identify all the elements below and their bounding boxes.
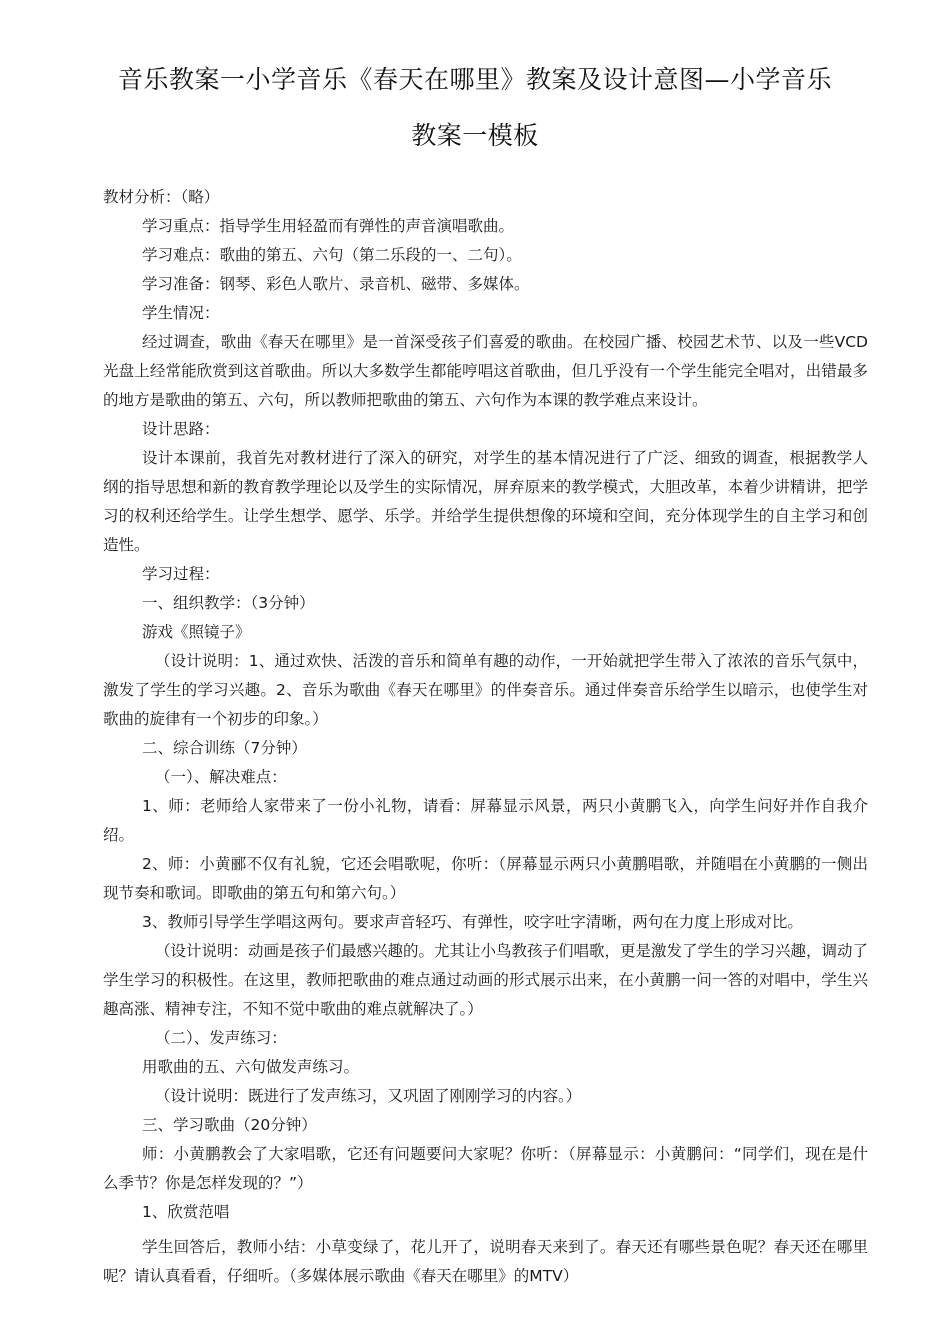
paragraph: 学习难点：歌曲的第五、六句（第二乐段的一、二句）。 (142, 246, 522, 264)
paragraph: 学习重点：指导学生用轻盈而有弹性的声音演唱歌曲。 (142, 217, 515, 235)
paragraph: （设计说明：动画是孩子们最感兴趣的。尤其让小鸟教孩子们唱歌，更是激发了学生的学习兴趣，调动了学生学习的积极性。在这里，教师把歌曲的难点通过动画的形式展示出来，在小黄鹏一问一答的对唱中，学生兴趣高涨、精神专注，不知不觉中歌曲的难点就解决了。） (103, 942, 869, 1018)
paragraph: 学习过程： (142, 565, 220, 583)
paragraph: 二、综合训练（7分钟） (142, 739, 307, 757)
paragraph: 1、师：老师给人家带来了一份小礼物，请看：屏幕显示风景，两只小黄鹏飞入，向学生问好并作自我介绍。 (103, 797, 868, 844)
paragraph: 用歌曲的五、六句做发声练习。 (142, 1058, 360, 1076)
paragraph: 学生情况： (142, 304, 220, 322)
document-title-line-2: 教案一模板 (411, 121, 539, 150)
paragraph: 1、欣赏范唱 (142, 1203, 230, 1221)
paragraph: 教材分析：（略） (103, 188, 220, 206)
paragraph: （设计说明：1、通过欢快、活泼的音乐和简单有趣的动作，一开始就把学生带入了浓浓的音乐气氛中，激发了学生的学习兴趣。2、音乐为歌曲《春天在哪里》的伴奏音乐。通过伴奏音乐给学生以暗示，也使学生对歌曲的旋律有一个初步的印象。） (103, 652, 868, 728)
paragraph: （一）、解决难点： (155, 768, 287, 786)
document-body (103, 183, 868, 1291)
document-title-line-1: 音乐教案一小学音乐《春天在哪里》教案及设计意图—小学音乐 (117, 65, 832, 94)
paragraph: 一、组织教学：（3分钟） (142, 594, 315, 612)
paragraph: 2、师：小黄郦不仅有礼貌，它还会唱歌呢，你听：（屏幕显示两只小黄鹏唱歌，并随唱在小黄鹏的一侧出现节奏和歌词。即歌曲的第五句和第六句。） (103, 855, 868, 902)
paragraph: 学生回答后，教师小结：小草变绿了，花儿开了，说明春天来到了。春天还有哪些景色呢？春天还在哪里呢？请认真看看，仔细听。（多媒体展示歌曲《春天在哪里》的MTV） (103, 1238, 868, 1285)
paragraph: 设计本课前，我首先对教材进行了深入的研究，对学生的基本情况进行了广泛、细致的调查，根据教学人纲的指导思想和新的教育教学理论以及学生的实际情况，屏弃原来的教学模式，大胆改革，本着少讲精讲，把学习的权利还给学生。让学生想学、愿学、乐学。并给学生提供想像的环境和空间，充分体现学生的自主学习和创造性。 (103, 449, 868, 554)
paragraph: 设计思路： (142, 420, 220, 438)
paragraph: （二）、发声练习： (155, 1029, 287, 1047)
paragraph: 3、教师引导学生学唱这两句。要求声音轻巧、有弹性，咬字吐字清晰，两句在力度上形成对比。 (142, 913, 803, 931)
paragraph: 游戏《照镜子》 (142, 623, 251, 641)
paragraph: （设计说明：既进行了发声练习，又巩固了刚刚学习的内容。） (155, 1087, 582, 1105)
paragraph: 学习准备：钢琴、彩色人歌片、录音机、磁带、多媒体。 (142, 275, 530, 293)
paragraph: 师：小黄鹏教会了大家唱歌，它还有问题要问大家呢？你听：（屏幕显示：小黄鹏问：“同学们，现在是什么季节？你是怎样发现的？”） (103, 1145, 868, 1192)
paragraph: 经过调查，歌曲《春天在哪里》是一首深受孩子们喜爱的歌曲。在校园广播、校园艺术节、以及一些VCD光盘上经常能欣赏到这首歌曲。所以大多数学生都能哼唱这首歌曲，但几乎没有一个学生能完全唱对，出错最多的地方是歌曲的第五、六句，所以教师把歌曲的第五、六句作为本课的教学难点来设计。 (103, 333, 868, 409)
paragraph: 三、学习歌曲（20分钟） (142, 1116, 317, 1134)
